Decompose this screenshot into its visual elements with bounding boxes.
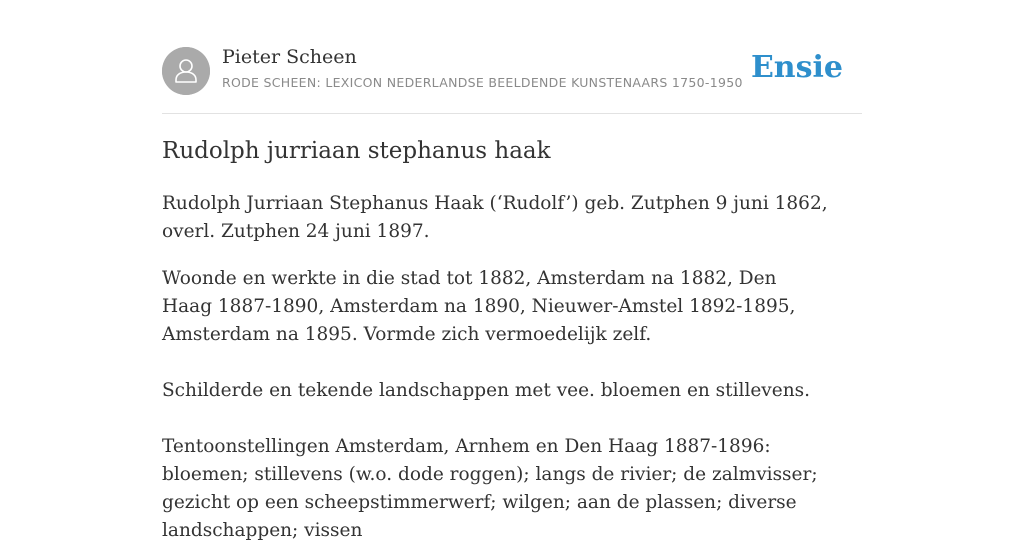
article-body: [162, 190, 832, 545]
article-header: [162, 0, 862, 114]
author-name[interactable]: Pieter Scheen: [222, 46, 357, 68]
page-container: [162, 0, 862, 541]
ensie-logo[interactable]: Ensie: [750, 50, 843, 85]
page-title: Rudolph jurriaan stephanus haak: [162, 138, 551, 164]
paragraph-exhibitions: Tentoonstellingen Amsterdam, Arnhem en Den Haag 1887-1896: bloemen; stillevens (w.o. dode roggen); langs de rivier; de zalmvisser; gezicht op een scheepstimmerwerf; wilgen; aan de plassen; diverse landschappen; vissen: [162, 436, 818, 541]
avatar[interactable]: [162, 47, 210, 95]
user-avatar-icon: [162, 47, 210, 95]
paragraph-subjects: Schilderde en tekende landschappen met vee. bloemen en stillevens.: [162, 380, 810, 401]
paragraph-residence: Woonde en werkte in die stad tot 1882, Amsterdam na 1882, Den Haag 1887-1890, Amsterdam na 1890, Nieuwer-Amstel 1892-1895, Amsterdam na 1895. Vormde zich vermoedelijk zelf.: [162, 268, 796, 345]
paragraph-biography: Rudolph Jurriaan Stephanus Haak (‘Rudolf’) geb. Zutphen 9 juni 1862, overl. Zutphen 24 juni 1897.: [162, 193, 828, 242]
source-label[interactable]: RODE SCHEEN: LEXICON NEDERLANDSE BEELDENDE KUNSTENAARS 1750-1950: [222, 75, 743, 90]
